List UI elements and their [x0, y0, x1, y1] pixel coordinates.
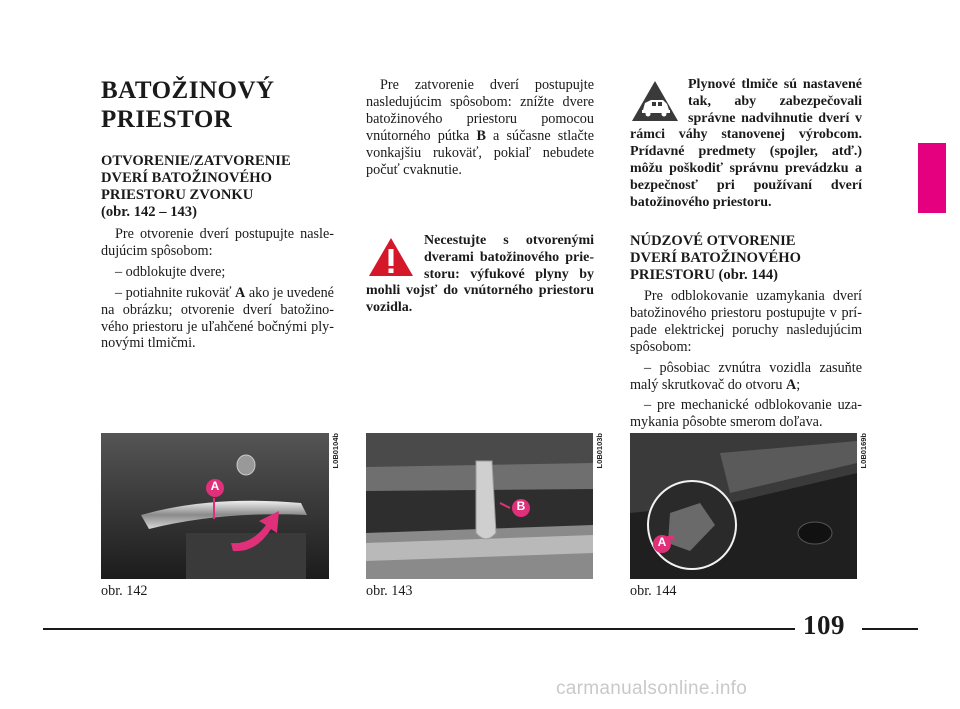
warning-text: Necestujte s otvorenými dverami batožinového priestoru: výfukové plyny by mohli vojsť do vnútorného priestoru vozidla. — [366, 233, 594, 316]
figure-142-photo — [101, 433, 329, 579]
column-1 — [101, 76, 334, 352]
subsection-heading: NÚDZOVÉ OTVORENIE DVERÍ BATOŽINOVÉHO PRIESTORU (obr. 144) — [630, 233, 801, 283]
warning-box — [366, 233, 594, 317]
car-trunk-icon — [630, 79, 680, 123]
section-tab — [918, 143, 946, 213]
note-box — [630, 77, 862, 211]
paragraph: Pre zatvorenie dverí postupujte nasledujúcim spôsobom: znížte dvere batožinového priestoru pomocou vnútorného pútka B a súčasne stlačte vonkajšiu rukoväť, pokiaľ nebudete počuť cvaknutie. — [366, 77, 595, 178]
figure-144-photo — [630, 433, 857, 579]
trunk-handle-illustration — [101, 433, 329, 579]
figure-142-code: L0B0104b — [331, 433, 340, 469]
figure-144-label-text: A — [657, 535, 667, 549]
figure-143-code: L0B0103b — [595, 433, 604, 469]
bullet-item: – odblokujte dvere; — [115, 263, 226, 280]
section-title: BATOŽINOVÝ PRIESTOR — [101, 77, 275, 133]
figure-143-photo — [366, 433, 593, 579]
note-text: Plynové tlmiče sú nastavené tak, aby zabezpečovali správne nadvihnutie dverí v rámci váhy stanovenej výrobcom. Prídavné predmety (spojler, atď.) môžu poškodiť správnu prevádzku a bezpečnosť pri používaní dverí batožinového priestoru. — [630, 77, 862, 210]
footer-rule-left — [43, 628, 795, 630]
figure-142-label-text: A — [210, 479, 220, 493]
paragraph: Pre otvorenie dverí postupujte nasledujúcim spôsobom: — [101, 226, 334, 259]
figure-143-caption: obr. 143 — [366, 583, 413, 599]
paragraph: Pre odblokovanie uzamykania dverí batožinového priestoru postupujte v prípade elektrickej poruchy nasledujúcim spôsobom: — [630, 288, 862, 355]
figure-144-code: L0B0169b — [859, 433, 868, 469]
figure-142-caption: obr. 142 — [101, 583, 148, 599]
bullet-item: – pôsobiac zvnútra vozidla zasuňte malý skrutkovač do otvoru A; — [630, 359, 862, 393]
bullet-item: – pre mechanické odblokovanie uzamykania pôsobte smerom doľava. — [630, 397, 862, 431]
trunk-strap-illustration — [366, 433, 593, 579]
footer-rule-right — [862, 628, 918, 630]
column-2 — [366, 77, 594, 178]
warning-triangle-icon — [366, 235, 416, 279]
figure-144-caption: obr. 144 — [630, 583, 677, 599]
figure-143-label-text: B — [516, 499, 526, 513]
subsection-heading: OTVORENIE/ZATVORENIE DVERÍ BATOŽINOVÉHO PRIESTORU ZVONKU (obr. 142 – 143) — [101, 153, 291, 220]
column-3 — [630, 233, 862, 431]
bullet-item: – potiahnite rukoväť A ako je uvedené na obrázku; otvorenie dverí batožinového priestoru je uľahčené bočnými plynovými tlmičmi. — [101, 284, 334, 352]
watermark: carmanualsonline.info — [556, 678, 748, 699]
emergency-release-illustration — [630, 433, 857, 579]
page-number: 109 — [803, 610, 845, 640]
